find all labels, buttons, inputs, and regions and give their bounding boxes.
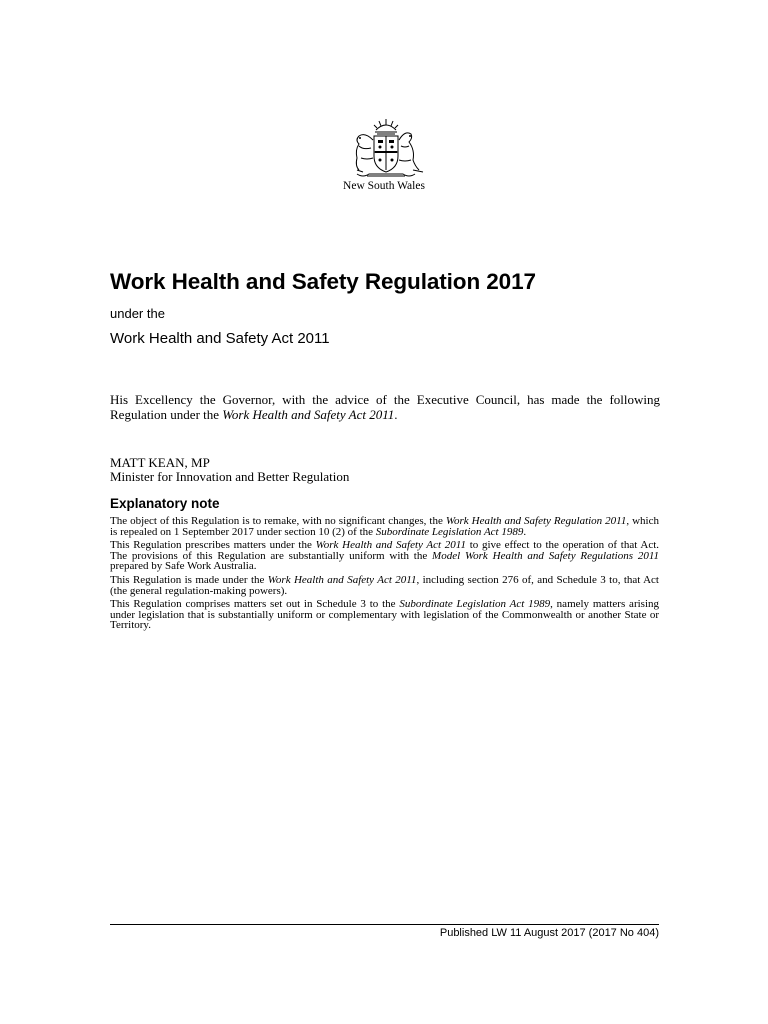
expl-text: This Regulation comprises matters set out in Schedule 3 to the xyxy=(110,598,400,611)
expl-text: This Regulation is made under the xyxy=(110,573,268,586)
explanatory-paragraph-1 xyxy=(110,516,659,537)
regulation-title: Work Health and Safety Regulation 2017 xyxy=(110,269,536,294)
expl-italic: Model Work Health and Safety Regulations 2011 xyxy=(432,549,660,562)
preamble-end: . xyxy=(394,407,398,422)
state-name: New South Wales xyxy=(343,180,425,192)
expl-italic: Work Health and Safety Act 2011 xyxy=(315,539,466,552)
expl-text: The object of this Regulation is to remake, with no significant changes, the xyxy=(110,515,446,527)
expl-text: , including section 276 of, and Schedule 3 to, that Act (the general regulation-making powers). xyxy=(110,573,659,597)
explanatory-paragraph-4 xyxy=(110,599,659,631)
expl-italic: Subordinate Legislation Act 1989 xyxy=(399,598,551,611)
expl-text: , namely matters arising under legislation that is substantially uniform or complementary with legislation of the Commonwealth or another State or Territory. xyxy=(110,598,659,632)
signer-name: MATT KEAN, MP xyxy=(110,455,210,470)
enacting-preamble xyxy=(110,392,660,422)
explanatory-note-heading: Explanatory note xyxy=(110,496,220,511)
expl-text: This Regulation prescribes matters under the xyxy=(110,539,316,552)
preamble-text: His Excellency the Governor, with the advice of the Executive Council, has made the following Regulation under the xyxy=(110,392,660,422)
explanatory-paragraph-3 xyxy=(110,575,659,596)
explanatory-note-body xyxy=(110,516,659,634)
expl-text: to give effect to the operation of that Act. The provisions of this Regulation are substantially uniform with the xyxy=(110,539,660,562)
expl-italic: Work Health and Safety Regulation 2011 xyxy=(445,515,627,527)
footer-divider xyxy=(110,924,659,925)
coat-of-arms-emblem xyxy=(343,116,429,182)
expl-text: , which is repealed on 1 September 2017 under section 10 (2) of the xyxy=(110,515,659,538)
expl-text: prepared by Safe Work Australia. xyxy=(110,560,257,573)
parent-act-name: Work Health and Safety Act 2011 xyxy=(110,330,330,347)
signer-block xyxy=(110,456,349,484)
under-label: under the xyxy=(110,306,165,321)
publication-notice: Published LW 11 August 2017 (2017 No 404) xyxy=(439,927,659,939)
expl-italic: Subordinate Legislation Act 1989 xyxy=(375,525,524,538)
preamble-act-title: Work Health and Safety Act 2011 xyxy=(222,407,395,422)
signer-role: Minister for Innovation and Better Regulation xyxy=(110,469,350,484)
explanatory-paragraph-2 xyxy=(110,540,659,572)
expl-italic: Work Health and Safety Act 2011 xyxy=(267,573,417,586)
expl-text: . xyxy=(523,525,527,538)
